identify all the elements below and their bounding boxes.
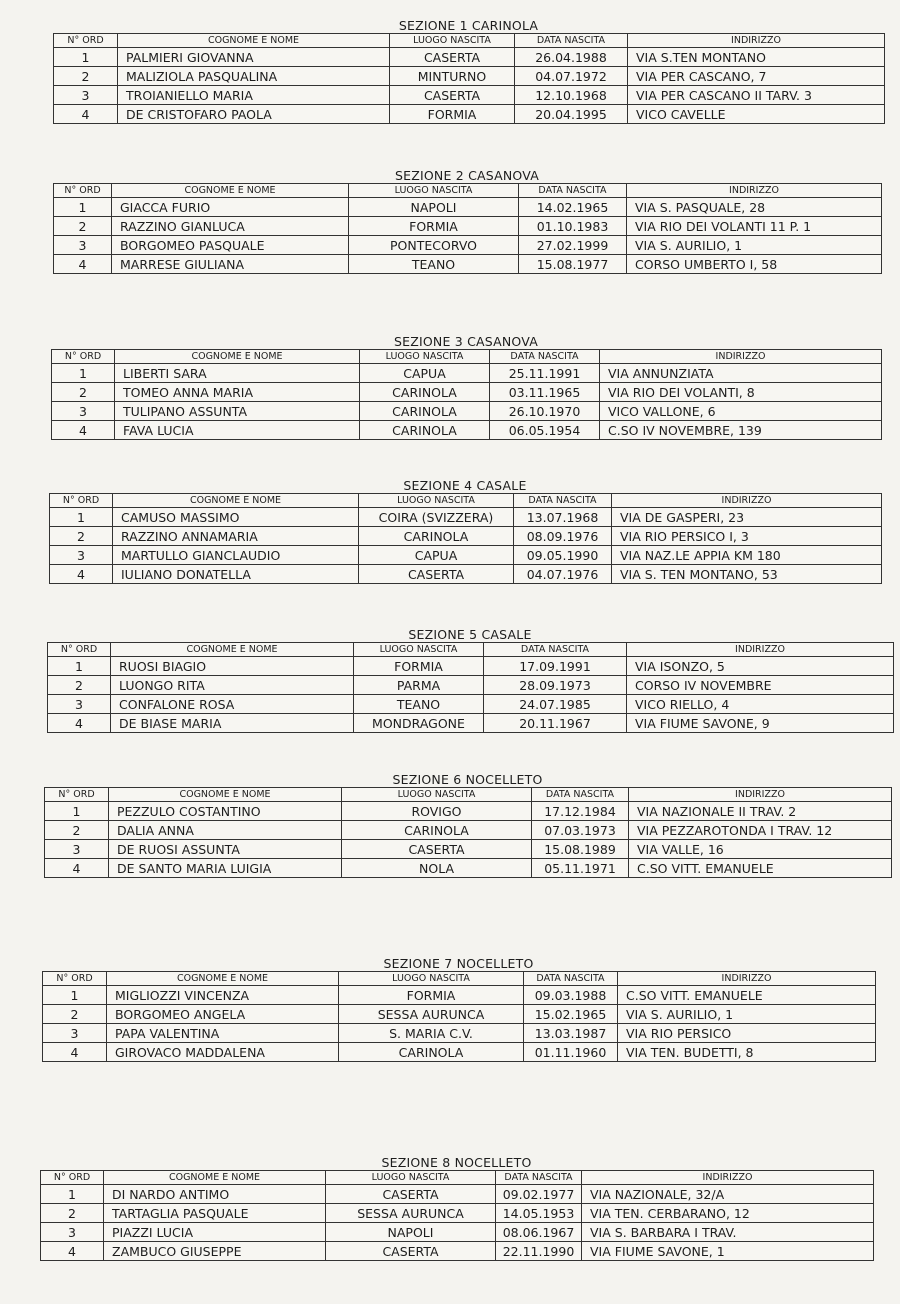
cell-data: 27.02.1999 (519, 236, 627, 255)
cell-luogo: CASERTA (326, 1242, 496, 1261)
cell-data: 06.05.1954 (490, 421, 600, 440)
cell-data: 09.03.1988 (524, 986, 618, 1005)
header-n-ord: N° ORD (54, 184, 112, 198)
header-n-ord: N° ORD (45, 788, 109, 802)
cell-n-ord: 3 (48, 695, 111, 714)
section-title: SEZIONE 2 CASANOVA (395, 168, 539, 183)
header-data: DATA NASCITA (515, 34, 628, 48)
cell-n-ord: 1 (54, 198, 112, 217)
table-row (54, 105, 885, 124)
voters-table (49, 493, 882, 584)
cell-data: 26.10.1970 (490, 402, 600, 421)
header-nome: COGNOME E NOME (111, 643, 354, 657)
cell-indirizzo: VIA DE GASPERI, 23 (612, 508, 882, 527)
voters-table (51, 349, 882, 440)
section-title: SEZIONE 8 NOCELLETO (381, 1155, 532, 1170)
cell-data: 14.05.1953 (496, 1204, 582, 1223)
header-n-ord: N° ORD (41, 1171, 104, 1185)
header-data: DATA NASCITA (484, 643, 627, 657)
cell-n-ord: 3 (45, 840, 109, 859)
table-row (52, 364, 882, 383)
cell-nome: FAVA LUCIA (115, 421, 360, 440)
table-row (48, 676, 894, 695)
header-indirizzo: INDIRIZZO (582, 1171, 874, 1185)
cell-nome: LIBERTI SARA (115, 364, 360, 383)
cell-data: 15.08.1977 (519, 255, 627, 274)
cell-n-ord: 4 (41, 1242, 104, 1261)
section-title: SEZIONE 7 NOCELLETO (383, 956, 534, 971)
table-row (45, 802, 892, 821)
cell-n-ord: 1 (50, 508, 113, 527)
cell-nome: BORGOMEO ANGELA (107, 1005, 339, 1024)
cell-indirizzo: VIA ANNUNZIATA (600, 364, 882, 383)
table-row (50, 527, 882, 546)
cell-nome: TOMEO ANNA MARIA (115, 383, 360, 402)
cell-luogo: CASERTA (359, 565, 514, 584)
cell-n-ord: 1 (43, 986, 107, 1005)
cell-indirizzo: VIA PER CASCANO II TARV. 3 (628, 86, 885, 105)
cell-data: 20.11.1967 (484, 714, 627, 733)
header-data: DATA NASCITA (519, 184, 627, 198)
header-indirizzo: INDIRIZZO (600, 350, 882, 364)
cell-nome: DE CRISTOFARO PAOLA (118, 105, 390, 124)
cell-indirizzo: VIA S. AURILIO, 1 (627, 236, 882, 255)
voters-table (40, 1170, 874, 1261)
cell-data: 24.07.1985 (484, 695, 627, 714)
section-7 (42, 956, 875, 1062)
cell-luogo: CARINOLA (360, 383, 490, 402)
table-row (54, 236, 882, 255)
cell-n-ord: 1 (45, 802, 109, 821)
cell-luogo: NAPOLI (326, 1223, 496, 1242)
table-header (50, 494, 882, 508)
cell-n-ord: 1 (52, 364, 115, 383)
cell-n-ord: 3 (52, 402, 115, 421)
header-data: DATA NASCITA (532, 788, 629, 802)
cell-nome: LUONGO RITA (111, 676, 354, 695)
header-indirizzo: INDIRIZZO (612, 494, 882, 508)
table-header (54, 184, 882, 198)
table-row (54, 217, 882, 236)
header-nome: COGNOME E NOME (112, 184, 349, 198)
cell-data: 17.09.1991 (484, 657, 627, 676)
header-luogo: LUOGO NASCITA (390, 34, 515, 48)
cell-indirizzo: VIA FIUME SAVONE, 9 (627, 714, 894, 733)
cell-data: 25.11.1991 (490, 364, 600, 383)
cell-data: 14.02.1965 (519, 198, 627, 217)
cell-n-ord: 2 (54, 67, 118, 86)
cell-data: 22.11.1990 (496, 1242, 582, 1261)
cell-data: 05.11.1971 (532, 859, 629, 878)
cell-nome: TROIANIELLO MARIA (118, 86, 390, 105)
cell-indirizzo: C.SO VITT. EMANUELE (629, 859, 892, 878)
header-indirizzo: INDIRIZZO (628, 34, 885, 48)
header-n-ord: N° ORD (48, 643, 111, 657)
table-row (54, 86, 885, 105)
section-title: SEZIONE 6 NOCELLETO (392, 772, 543, 787)
cell-n-ord: 4 (54, 105, 118, 124)
table-row (41, 1242, 874, 1261)
cell-luogo: CARINOLA (360, 421, 490, 440)
cell-data: 15.02.1965 (524, 1005, 618, 1024)
header-data: DATA NASCITA (514, 494, 612, 508)
cell-luogo: CASERTA (326, 1185, 496, 1204)
header-n-ord: N° ORD (54, 34, 118, 48)
section-title: SEZIONE 5 CASALE (408, 627, 532, 642)
cell-nome: TULIPANO ASSUNTA (115, 402, 360, 421)
cell-indirizzo: VIA TEN. CERBARANO, 12 (582, 1204, 874, 1223)
cell-luogo: PONTECORVO (349, 236, 519, 255)
table-row (43, 1005, 876, 1024)
cell-indirizzo: VIA RIO PERSICO (618, 1024, 876, 1043)
cell-luogo: NAPOLI (349, 198, 519, 217)
cell-nome: ZAMBUCO GIUSEPPE (104, 1242, 326, 1261)
cell-nome: DI NARDO ANTIMO (104, 1185, 326, 1204)
cell-n-ord: 4 (50, 565, 113, 584)
header-indirizzo: INDIRIZZO (627, 184, 882, 198)
table-row (41, 1223, 874, 1242)
table-header (43, 972, 876, 986)
cell-n-ord: 1 (41, 1185, 104, 1204)
cell-nome: DE RUOSI ASSUNTA (109, 840, 342, 859)
table-row (43, 1024, 876, 1043)
cell-indirizzo: CORSO IV NOVEMBRE (627, 676, 894, 695)
voters-table (53, 183, 882, 274)
cell-nome: MARRESE GIULIANA (112, 255, 349, 274)
cell-luogo: FORMIA (390, 105, 515, 124)
cell-luogo: FORMIA (349, 217, 519, 236)
table-header (52, 350, 882, 364)
voters-table (42, 971, 876, 1062)
cell-n-ord: 4 (48, 714, 111, 733)
cell-nome: PEZZULO COSTANTINO (109, 802, 342, 821)
cell-luogo: PARMA (354, 676, 484, 695)
section-1 (53, 18, 884, 124)
cell-n-ord: 1 (48, 657, 111, 676)
cell-n-ord: 3 (54, 236, 112, 255)
cell-luogo: CARINOLA (339, 1043, 524, 1062)
table-row (45, 821, 892, 840)
cell-nome: DALIA ANNA (109, 821, 342, 840)
cell-data: 13.07.1968 (514, 508, 612, 527)
cell-luogo: SESSA AURUNCA (339, 1005, 524, 1024)
section-3 (51, 334, 881, 440)
cell-nome: MIGLIOZZI VINCENZA (107, 986, 339, 1005)
header-luogo: LUOGO NASCITA (326, 1171, 496, 1185)
cell-data: 08.06.1967 (496, 1223, 582, 1242)
cell-luogo: CAPUA (360, 364, 490, 383)
cell-n-ord: 3 (50, 546, 113, 565)
section-5 (47, 627, 893, 733)
cell-luogo: MINTURNO (390, 67, 515, 86)
cell-indirizzo: VIA S. TEN MONTANO, 53 (612, 565, 882, 584)
cell-indirizzo: VICO VALLONE, 6 (600, 402, 882, 421)
table-row (52, 421, 882, 440)
cell-nome: RAZZINO ANNAMARIA (113, 527, 359, 546)
cell-data: 26.04.1988 (515, 48, 628, 67)
cell-n-ord: 2 (54, 217, 112, 236)
cell-nome: CONFALONE ROSA (111, 695, 354, 714)
cell-indirizzo: VIA FIUME SAVONE, 1 (582, 1242, 874, 1261)
section-4 (49, 478, 881, 584)
cell-indirizzo: VIA PEZZAROTONDA I TRAV. 12 (629, 821, 892, 840)
cell-indirizzo: VIA NAZIONALE, 32/A (582, 1185, 874, 1204)
cell-n-ord: 2 (48, 676, 111, 695)
header-nome: COGNOME E NOME (107, 972, 339, 986)
cell-nome: TARTAGLIA PASQUALE (104, 1204, 326, 1223)
cell-indirizzo: CORSO UMBERTO I, 58 (627, 255, 882, 274)
header-nome: COGNOME E NOME (115, 350, 360, 364)
cell-n-ord: 4 (52, 421, 115, 440)
header-n-ord: N° ORD (43, 972, 107, 986)
section-title: SEZIONE 1 CARINOLA (398, 18, 539, 33)
header-nome: COGNOME E NOME (118, 34, 390, 48)
cell-n-ord: 2 (52, 383, 115, 402)
table-row (48, 714, 894, 733)
cell-nome: CAMUSO MASSIMO (113, 508, 359, 527)
cell-data: 17.12.1984 (532, 802, 629, 821)
cell-nome: RUOSI BIAGIO (111, 657, 354, 676)
cell-nome: MARTULLO GIANCLAUDIO (113, 546, 359, 565)
cell-indirizzo: VIA S. PASQUALE, 28 (627, 198, 882, 217)
cell-nome: IULIANO DONATELLA (113, 565, 359, 584)
header-luogo: LUOGO NASCITA (342, 788, 532, 802)
cell-indirizzo: C.SO VITT. EMANUELE (618, 986, 876, 1005)
cell-nome: DE SANTO MARIA LUIGIA (109, 859, 342, 878)
cell-luogo: S. MARIA C.V. (339, 1024, 524, 1043)
table-header (48, 643, 894, 657)
cell-indirizzo: VIA VALLE, 16 (629, 840, 892, 859)
cell-luogo: FORMIA (354, 657, 484, 676)
cell-luogo: FORMIA (339, 986, 524, 1005)
cell-n-ord: 1 (54, 48, 118, 67)
table-row (50, 546, 882, 565)
table-row (45, 859, 892, 878)
header-luogo: LUOGO NASCITA (339, 972, 524, 986)
cell-n-ord: 2 (43, 1005, 107, 1024)
cell-luogo: CAPUA (359, 546, 514, 565)
table-header (41, 1171, 874, 1185)
cell-nome: PALMIERI GIOVANNA (118, 48, 390, 67)
cell-indirizzo: VIA NAZIONALE II TRAV. 2 (629, 802, 892, 821)
cell-indirizzo: VIA NAZ.LE APPIA KM 180 (612, 546, 882, 565)
cell-n-ord: 3 (54, 86, 118, 105)
cell-data: 20.04.1995 (515, 105, 628, 124)
header-data: DATA NASCITA (496, 1171, 582, 1185)
header-indirizzo: INDIRIZZO (629, 788, 892, 802)
table-row (52, 383, 882, 402)
voters-table (53, 33, 885, 124)
cell-luogo: CASERTA (342, 840, 532, 859)
table-row (52, 402, 882, 421)
cell-indirizzo: VIA ISONZO, 5 (627, 657, 894, 676)
header-luogo: LUOGO NASCITA (360, 350, 490, 364)
cell-indirizzo: VIA S. BARBARA I TRAV. (582, 1223, 874, 1242)
cell-luogo: CARINOLA (342, 821, 532, 840)
cell-data: 12.10.1968 (515, 86, 628, 105)
cell-indirizzo: VIA S.TEN MONTANO (628, 48, 885, 67)
cell-data: 09.05.1990 (514, 546, 612, 565)
cell-n-ord: 2 (50, 527, 113, 546)
cell-luogo: ROVIGO (342, 802, 532, 821)
section-6 (44, 772, 891, 878)
table-header (45, 788, 892, 802)
table-row (43, 986, 876, 1005)
cell-data: 07.03.1973 (532, 821, 629, 840)
voters-table (44, 787, 892, 878)
cell-indirizzo: VIA PER CASCANO, 7 (628, 67, 885, 86)
header-indirizzo: INDIRIZZO (627, 643, 894, 657)
cell-luogo: CARINOLA (360, 402, 490, 421)
cell-nome: GIROVACO MADDALENA (107, 1043, 339, 1062)
cell-luogo: CASERTA (390, 48, 515, 67)
cell-n-ord: 4 (45, 859, 109, 878)
cell-luogo: COIRA (SVIZZERA) (359, 508, 514, 527)
cell-indirizzo: VICO RIELLO, 4 (627, 695, 894, 714)
cell-nome: PIAZZI LUCIA (104, 1223, 326, 1242)
cell-luogo: TEANO (354, 695, 484, 714)
cell-indirizzo: VIA RIO DEI VOLANTI, 8 (600, 383, 882, 402)
cell-luogo: CASERTA (390, 86, 515, 105)
section-title: SEZIONE 3 CASANOVA (394, 334, 538, 349)
cell-data: 09.02.1977 (496, 1185, 582, 1204)
cell-luogo: SESSA AURUNCA (326, 1204, 496, 1223)
cell-n-ord: 2 (45, 821, 109, 840)
table-row (41, 1204, 874, 1223)
cell-luogo: TEANO (349, 255, 519, 274)
table-row (50, 565, 882, 584)
table-row (54, 67, 885, 86)
cell-nome: DE BIASE MARIA (111, 714, 354, 733)
cell-data: 01.11.1960 (524, 1043, 618, 1062)
cell-nome: BORGOMEO PASQUALE (112, 236, 349, 255)
header-luogo: LUOGO NASCITA (354, 643, 484, 657)
table-header (54, 34, 885, 48)
cell-nome: RAZZINO GIANLUCA (112, 217, 349, 236)
table-row (54, 48, 885, 67)
cell-n-ord: 4 (43, 1043, 107, 1062)
header-indirizzo: INDIRIZZO (618, 972, 876, 986)
cell-indirizzo: VIA RIO PERSICO I, 3 (612, 527, 882, 546)
header-luogo: LUOGO NASCITA (359, 494, 514, 508)
section-8 (40, 1155, 873, 1261)
cell-data: 04.07.1976 (514, 565, 612, 584)
section-2 (53, 168, 881, 274)
header-nome: COGNOME E NOME (109, 788, 342, 802)
header-n-ord: N° ORD (52, 350, 115, 364)
cell-luogo: MONDRAGONE (354, 714, 484, 733)
cell-indirizzo: VICO CAVELLE (628, 105, 885, 124)
section-title: SEZIONE 4 CASALE (403, 478, 527, 493)
table-row (48, 657, 894, 676)
table-row (45, 840, 892, 859)
table-row (43, 1043, 876, 1062)
cell-nome: PAPA VALENTINA (107, 1024, 339, 1043)
cell-data: 03.11.1965 (490, 383, 600, 402)
header-nome: COGNOME E NOME (104, 1171, 326, 1185)
cell-n-ord: 3 (41, 1223, 104, 1242)
cell-data: 28.09.1973 (484, 676, 627, 695)
cell-data: 13.03.1987 (524, 1024, 618, 1043)
cell-data: 08.09.1976 (514, 527, 612, 546)
voters-table (47, 642, 894, 733)
table-row (48, 695, 894, 714)
table-row (41, 1185, 874, 1204)
header-data: DATA NASCITA (490, 350, 600, 364)
cell-data: 01.10.1983 (519, 217, 627, 236)
cell-data: 15.08.1989 (532, 840, 629, 859)
cell-n-ord: 2 (41, 1204, 104, 1223)
cell-luogo: NOLA (342, 859, 532, 878)
header-n-ord: N° ORD (50, 494, 113, 508)
cell-n-ord: 4 (54, 255, 112, 274)
cell-indirizzo: VIA TEN. BUDETTI, 8 (618, 1043, 876, 1062)
cell-indirizzo: C.SO IV NOVEMBRE, 139 (600, 421, 882, 440)
header-nome: COGNOME E NOME (113, 494, 359, 508)
table-row (50, 508, 882, 527)
cell-indirizzo: VIA RIO DEI VOLANTI 11 P. 1 (627, 217, 882, 236)
table-row (54, 255, 882, 274)
cell-nome: GIACCA FURIO (112, 198, 349, 217)
cell-data: 04.07.1972 (515, 67, 628, 86)
cell-nome: MALIZIOLA PASQUALINA (118, 67, 390, 86)
cell-n-ord: 3 (43, 1024, 107, 1043)
header-luogo: LUOGO NASCITA (349, 184, 519, 198)
table-row (54, 198, 882, 217)
header-data: DATA NASCITA (524, 972, 618, 986)
cell-indirizzo: VIA S. AURILIO, 1 (618, 1005, 876, 1024)
cell-luogo: CARINOLA (359, 527, 514, 546)
